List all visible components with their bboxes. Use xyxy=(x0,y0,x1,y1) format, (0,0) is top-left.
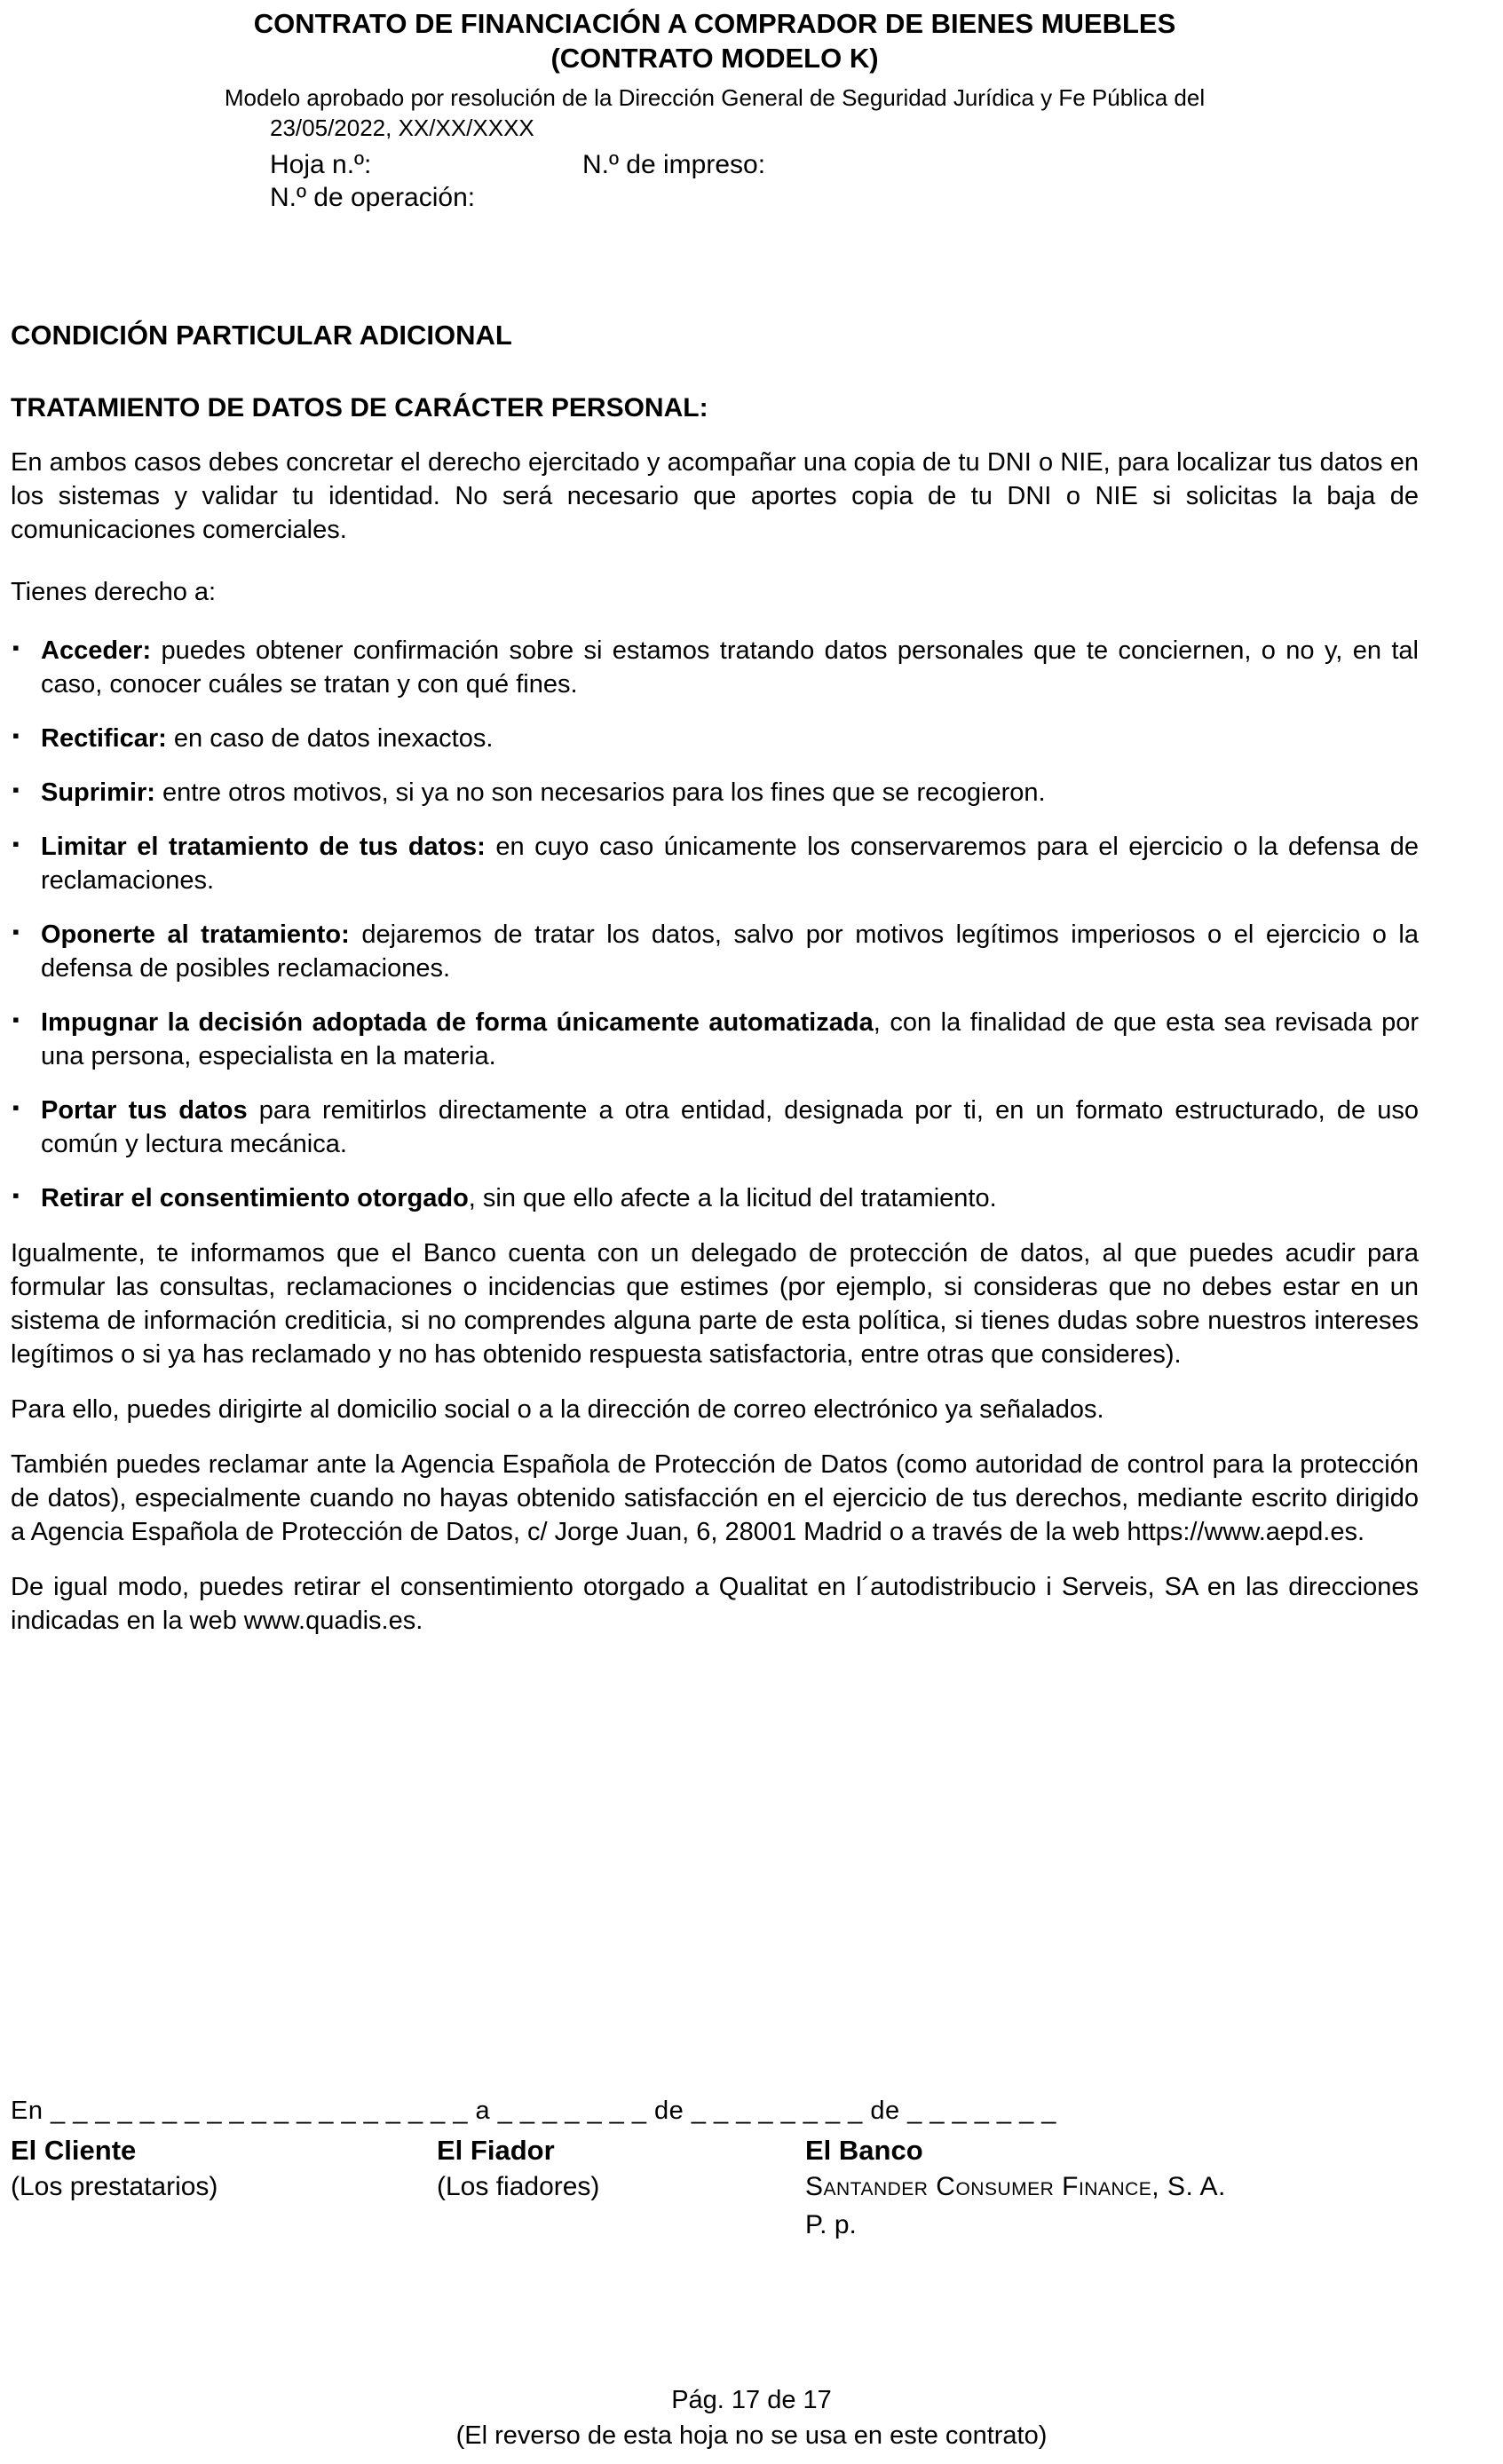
contract-subtitle: Modelo aprobado por resolución de la Dirección General de Seguridad Jurídica y Fe Pública del xyxy=(224,83,1206,111)
signer-title-client: El Cliente xyxy=(11,2134,137,2166)
document-header xyxy=(11,7,1419,215)
square-bullet-icon: ▪ xyxy=(12,1008,20,1031)
signer-subtitle-guarantor: (Los fiadores) xyxy=(437,2172,600,2202)
square-bullet-icon: ▪ xyxy=(12,636,20,659)
operation-number-row xyxy=(270,181,1419,215)
reverse-side-note: (El reverso de esta hoja no se usa en este contrato) xyxy=(455,2421,1048,2450)
right-term: Suprimir: xyxy=(41,778,155,808)
contract-title-line2: (CONTRATO MODELO K) xyxy=(550,42,879,74)
print-number-label: N.º de impreso: xyxy=(582,149,766,179)
operation-number-label: N.º de operación: xyxy=(270,183,476,212)
signature-columns xyxy=(11,2134,1419,2242)
right-term: Oponerte al tratamiento: xyxy=(41,920,350,950)
right-text: , sin que ello afecte a la licitud del tratamiento. xyxy=(468,1184,997,1213)
page-number: Pág. 17 de 17 xyxy=(671,2386,832,2414)
signer-subtitle-bank: Santander Consumer Finance, S. A. xyxy=(805,2172,1226,2202)
section-heading-data-treatment: TRATAMIENTO DE DATOS DE CARÁCTER PERSONAL: xyxy=(11,393,708,423)
list-item xyxy=(11,919,1419,986)
section-heading-additional-condition: CONDICIÓN PARTICULAR ADICIONAL xyxy=(11,319,512,351)
right-term: Rectificar: xyxy=(41,724,167,754)
list-item xyxy=(11,635,1419,702)
square-bullet-icon: ▪ xyxy=(12,724,20,747)
square-bullet-icon: ▪ xyxy=(12,920,20,944)
paragraph-qualitat: De igual modo, puedes retirar el consentimiento otorgado a Qualitat en l´autodistribucio i Serveis, SA en las direcciones indicadas en la web www.quadis.es. xyxy=(11,1573,1419,1635)
intro-paragraph: En ambos casos debes concretar el derecho ejercitado y acompañar una copia de tu DNI o NIE, para localizar tus datos en los sistemas y validar tu identidad. No será necesario que aportes copia de tu DNI o NIE si solicitas la baja de comunicaciones comerciales. xyxy=(11,448,1419,545)
rights-lead-line: Tienes derecho a: xyxy=(11,578,217,607)
signature-column-bank xyxy=(805,2134,1419,2242)
square-bullet-icon: ▪ xyxy=(12,833,20,856)
list-item xyxy=(11,831,1419,898)
list-item xyxy=(11,723,1419,756)
page-footer xyxy=(0,2384,1503,2453)
right-term: Impugnar la decisión adoptada de forma únicamente automatizada xyxy=(41,1008,874,1038)
right-text: entre otros motivos, si ya no son necesarios para los fines que se recogieron. xyxy=(154,778,1046,808)
signer-title-guarantor: El Fiador xyxy=(437,2134,555,2166)
paragraph-dpo: Igualmente, te informamos que el Banco cuenta con un delegado de protección de datos, al que puedes acudir para formular las consultas, reclamaciones o incidencias que estimes (por ejemplo, si consideras que no debes estar en un sistema de información crediticia, si no comprendes alguna parte de esta política, si tienes dudas sobre nuestros intereses legítimos o si ya has reclamado y no has obtenido respuesta satisfactoria, entre otras que consideres). xyxy=(11,1239,1419,1370)
signature-column-client xyxy=(11,2134,437,2242)
signature-column-guarantor xyxy=(437,2134,805,2242)
header-fields xyxy=(270,148,1419,215)
right-text: en caso de datos inexactos. xyxy=(166,724,494,754)
contract-title-line1: CONTRATO DE FINANCIACIÓN A COMPRADOR DE BIENES MUEBLES xyxy=(253,8,1176,39)
signature-date-line: En _ _ _ _ _ _ _ _ _ _ _ _ _ _ _ _ _ _ _ a _ _ _ _ _ _ _ de _ _ _ _ _ _ _ _ de _ _ _ _ _ _ _ xyxy=(11,2097,1056,2125)
approval-date: 23/05/2022, XX/XX/XXXX xyxy=(270,115,534,141)
square-bullet-icon: ▪ xyxy=(12,1184,20,1207)
right-term: Limitar el tratamiento de tus datos: xyxy=(41,833,486,862)
square-bullet-icon: ▪ xyxy=(12,1096,20,1119)
right-text: dejaremos de tratar los datos, salvo por motivos legítimos imperiosos o el ejercicio o la defensa de posibles reclamaciones. xyxy=(41,920,1419,983)
right-text: para remitirlos directamente a otra entidad, designada por ti, en un formato estructurado, de uso común y lectura mecánica. xyxy=(41,1096,1419,1159)
signature-block xyxy=(11,2095,1419,2242)
list-item xyxy=(11,1182,1419,1216)
paragraph-aepd: También puedes reclamar ante la Agencia Española de Protección de Datos (como autoridad de control para la protección de datos), especialmente cuando no hayas obtenido satisfacción en el ejercicio de tus derechos, mediante escrito dirigido a Agencia Española de Protección de Datos, c/ Jorge Juan, 6, 28001 Madrid o a través de la web https://www.aepd.es. xyxy=(11,1450,1419,1547)
signer-pp-bank: P. p. xyxy=(805,2209,857,2239)
right-term: Acceder: xyxy=(41,636,152,666)
sheet-number-label: Hoja n.º: xyxy=(270,149,372,179)
right-term: Portar tus datos xyxy=(41,1096,248,1125)
list-item xyxy=(11,777,1419,810)
sheet-number-row xyxy=(270,148,1419,182)
list-item xyxy=(11,1007,1419,1074)
signer-title-bank: El Banco xyxy=(805,2134,923,2166)
paragraph-contact: Para ello, puedes dirigirte al domicilio social o a la dirección de correo electrónico ya señalados. xyxy=(11,1395,1104,1425)
square-bullet-icon: ▪ xyxy=(12,778,20,802)
signer-subtitle-client: (Los prestatarios) xyxy=(11,2172,218,2202)
right-text: en cuyo caso únicamente los conservaremos para el ejercicio o la defensa de reclamaciones. xyxy=(41,833,1419,896)
right-term: Retirar el consentimiento otorgado xyxy=(41,1184,469,1213)
header-left-block xyxy=(270,114,1419,215)
right-text: puedes obtener confirmación sobre si estamos tratando datos personales que te conciernen, o no y, en tal caso, conocer cuáles se tratan y con qué fines. xyxy=(41,636,1419,699)
list-item xyxy=(11,1094,1419,1162)
rights-list xyxy=(11,635,1419,1216)
right-text: , con la finalidad de que esta sea revisada por una persona, especialista en la materia. xyxy=(41,1008,1419,1071)
